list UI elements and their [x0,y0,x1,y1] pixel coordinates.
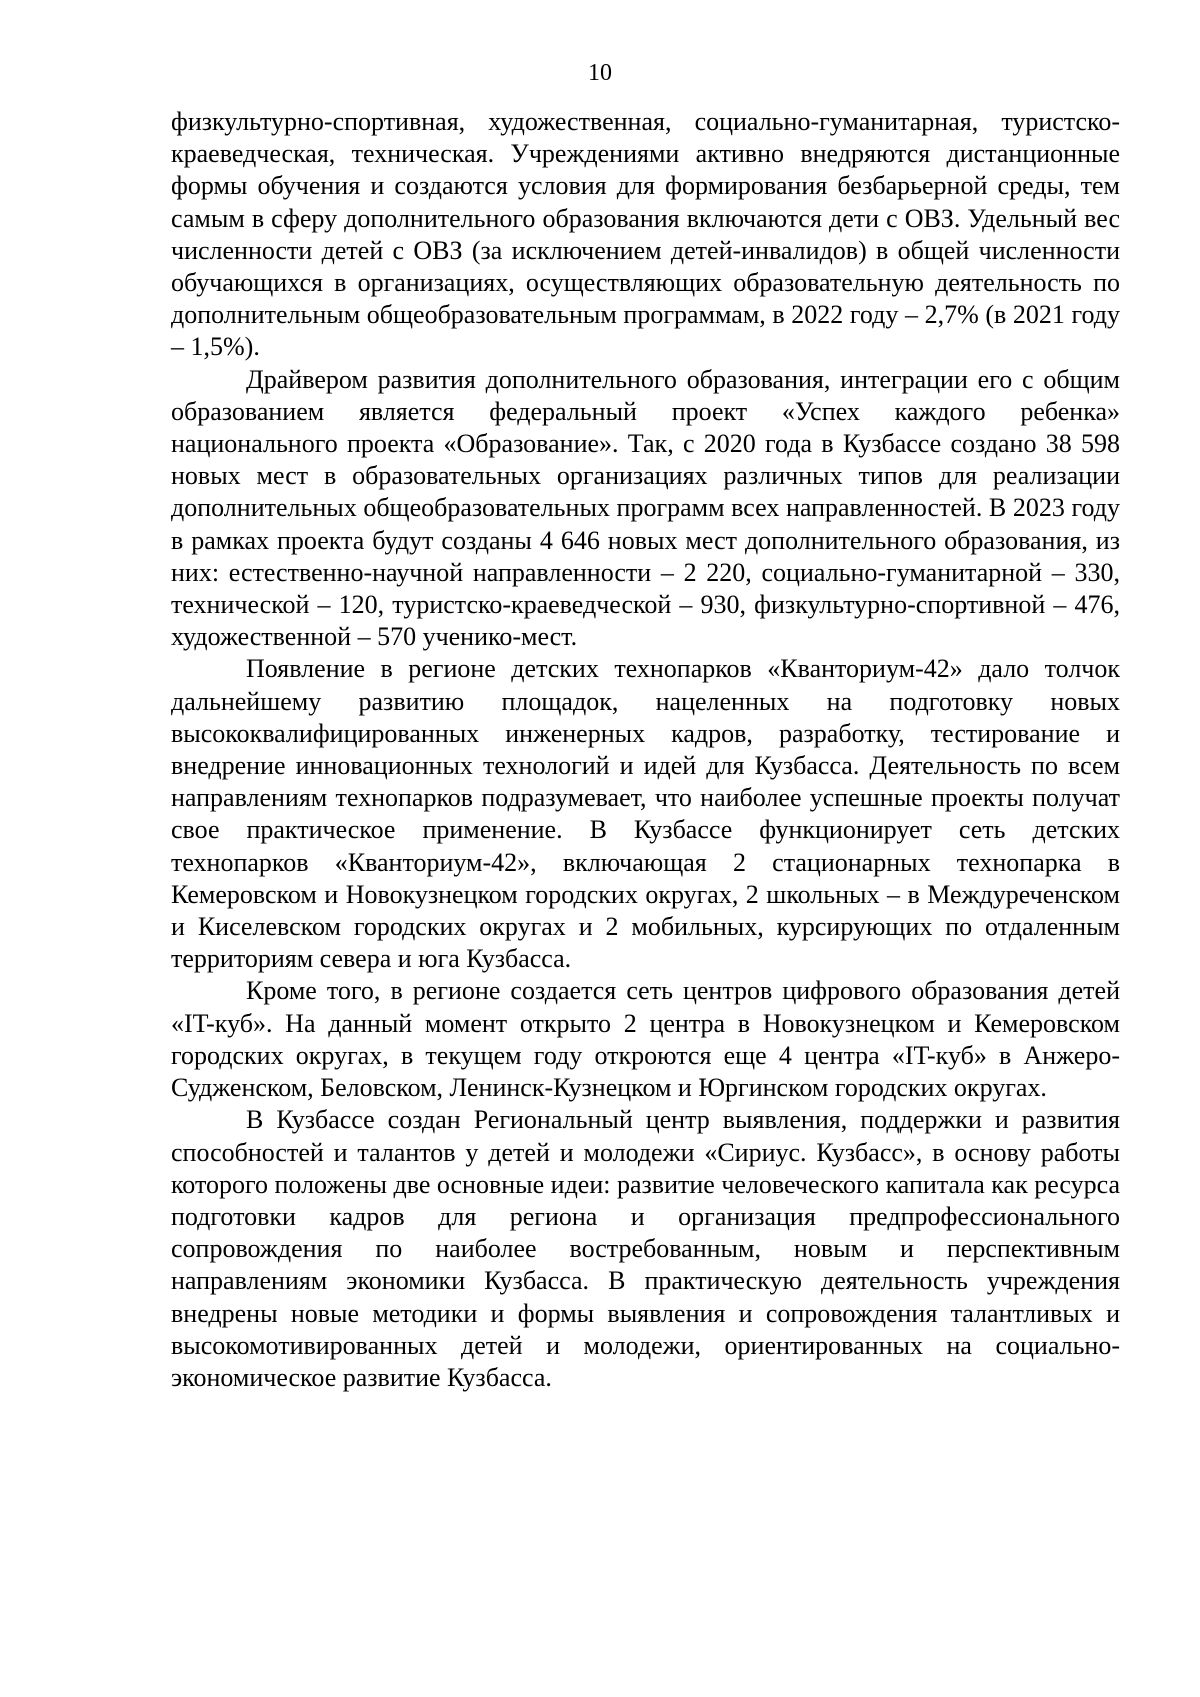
paragraph-driver-project: Драйвером развития дополнительного образования, интеграции его с общим образованием является федеральный проект «Успех каждого ребенка» национального проекта «Образование». Так, с 2020 года в Кузбассе создано 38 598 новых мест в образовательных организациях различных типов для реализации дополнительных общеобразовательных программ всех направленностей. В 2023 году в рамках проекта будут созданы 4 646 новых мест дополнительного образования, из них: естественно-научной направленности – 2 220, социально-гуманитарной – 330, технической – 120, туристско-краеведческой – 930, физкультурно-спортивной – 476, художественной – 570 ученико-мест. [171,364,1120,652]
paragraph-sirius: В Кузбассе создан Региональный центр выявления, поддержки и развития способностей и талантов у детей и молодежи «Сириус. Кузбасс», в основу работы которого положены две основные идеи: развитие человеческого капитала как ресурса подготовки кадров для региона и организация предпрофессионального сопровождения по наиболее востребованным, новым и перспективным направлениям экономики Кузбасса. В практическую деятельность учреждения внедрены новые методики и формы выявления и сопровождения талантливых и высокомотивированных детей и молодежи, ориентированных на социально-экономическое развитие Кузбасса. [171,1105,1120,1392]
paragraph-kvantorium: Появление в регионе детских технопарков «Кванториум-42» дало толчок дальнейшему развитию площадок, нацеленных на подготовку новых высококвалифицированных инженерных кадров, разработку, тестирование и внедрение инновационных технологий и идей для Кузбасса. Деятельность по всем направлениям технопарков подразумевает, что наиболее успешные проекты получат свое практическое применение. В Кузбассе функционирует сеть детских технопарков «Кванториум-42», включающая 2 стационарных технопарка в Кемеровском и Новокузнецком городских округах, 2 школьных – в Междуреченском и Киселевском городских округах и 2 мобильных, курсирующих по отдаленным территориям севера и юга Кузбасса. [171,654,1120,974]
page-number: 10 [588,60,612,86]
document-body [171,106,1120,1394]
paragraph-it-cube: Кроме того, в регионе создается сеть центров цифрового образования детей «IT-куб». На данный момент открыто 2 центра в Новокузнецком и Кемеровском городских округах, в текущем году откроются еще 4 центра «IT-куб» в Анжеро-Судженском, Беловском, Ленинск-Кузнецком и Юргинском городских округах. [171,976,1120,1103]
paragraph-continued: физкультурно-спортивная, художественная, социально-гуманитарная, туристско-краеведческая, техническая. Учреждениями активно внедряются дистанционные формы обучения и создаются условия для формирования безбарьерной среды, тем самым в сферу дополнительного образования включаются дети с ОВЗ. Удельный вес численности детей с ОВЗ (за исключением детей-инвалидов) в общей численности обучающихся в организациях, осуществляющих образовательную деятельность по дополнительным общеобразовательным программам, в 2022 году – 2,7% (в 2021 году – 1,5%). [171,107,1120,362]
